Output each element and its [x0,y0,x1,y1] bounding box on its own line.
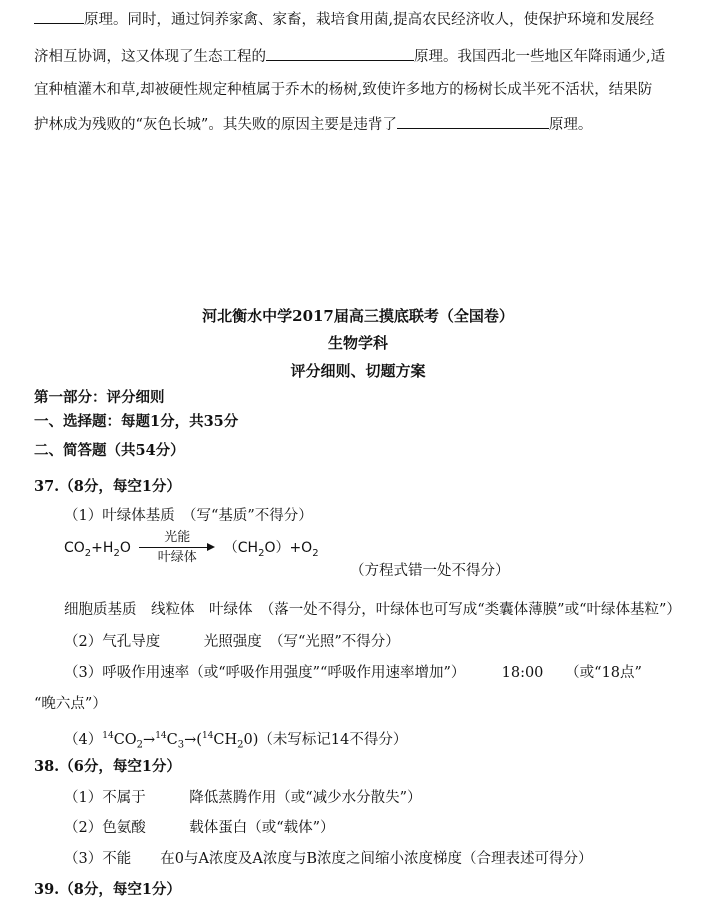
text: 原理。我国西北一些地区年降雨通少,适 [414,49,666,65]
text: 0)（未写标记14不得分） [243,731,408,748]
q37-answer-2: （2）气孔导度 光照强度 （写“光照”不得分） [64,634,400,650]
q38-answer-2: （2）色氨酸 载体蛋白（或“载体”） [64,820,335,836]
text: （4） [64,731,103,748]
photosynthesis-equation [64,530,319,572]
text: 护林成为残败的“灰色长城”。其失败的原因主要是违背了 [34,117,397,133]
arrow: →( [184,731,202,748]
isotope-label: 14 [102,731,114,741]
eq-h: +H [91,540,114,556]
text: 原理。 [548,117,593,133]
paragraph-line-2 [34,46,665,67]
q37-answer-4 [64,726,407,756]
arrow-condition-light: 光能 [164,530,191,545]
eq-sub: 2 [84,547,92,559]
q37-answer-3b: “晚六点”） [34,696,107,712]
text: CH [213,731,238,748]
isotope-label: 14 [155,731,167,741]
q38-answer-3: （3）不能 在0与A浓度及A浓度与B浓度之间缩小浓度梯度（合理表述可得分） [64,851,593,867]
eq-product-b: O）+O [264,540,313,556]
arrow-condition-chloroplast: 叶绿体 [157,550,197,565]
subject-title: 生物学科 [327,334,388,352]
subscript: 2 [136,739,144,751]
equation-note: （方程式错一处不得分） [350,563,510,579]
eq-o: O [119,540,131,556]
question-38-heading: 38.（6分，每空1分） [34,758,181,775]
document-subtitle: 评分细则、切题方案 [290,362,426,380]
part-heading: 第一部分：评分细则 [34,389,165,406]
eq-sub: 2 [312,547,319,559]
q37-answer-3: （3）呼吸作用速率（或“呼吸作用强度”“呼吸作用速率增加”） 18:00 （或“18点” [64,665,642,681]
arrow: → [143,731,156,748]
eq-product-a: （CH [223,540,259,556]
reaction-arrow [139,530,215,566]
subscript: 3 [177,739,185,751]
answer-blank [34,9,84,24]
question-39-heading: 39.（8分，每空1分） [34,881,181,898]
text: 济相互协调，这又体现了生态工程的 [34,49,266,65]
paragraph-line-1 [34,9,654,30]
answer-blank [266,46,414,61]
paragraph-line-4 [34,114,592,135]
text: 原理。同时，通过饲养家禽、家畜，栽培食用菌,提高农民经济收人，使保护环境和发展经 [84,12,655,28]
q38-answer-1: （1）不属于 降低蒸腾作用（或“减少水分散失”） [64,790,422,806]
q37-answer-1: （1）叶绿体基质 （写“基质”不得分） [64,508,313,524]
text: C [166,731,178,748]
eq-co: CO [64,540,85,556]
eq-sub: 2 [113,547,120,559]
isotope-label: 14 [201,731,214,741]
text: CO [113,731,137,748]
document-title: 河北衡水中学2017届高三摸底联考（全国卷） [202,307,514,325]
question-37-heading: 37.（8分，每空1分） [34,478,181,495]
arrow-shaft [139,547,209,548]
section-heading-short-answer: 二、简答题（共54分） [34,442,185,459]
section-heading-choice: 一、选择题：每题1分，共35分 [34,413,239,430]
paragraph-line-3: 宜种植灌木和草,却被硬性规定种植属于乔木的杨树,致使许多地方的杨树长成半死不活状，结果防 [34,82,653,98]
eq-sub: 2 [258,547,265,559]
subscript: 2 [237,739,244,751]
answer-blank [397,114,549,129]
q37-answer-1b: 细胞质基质 线粒体 叶绿体 （落一处不得分，叶绿体也可写成“类囊体薄膜”或“叶绿体基粒”） [64,602,681,618]
